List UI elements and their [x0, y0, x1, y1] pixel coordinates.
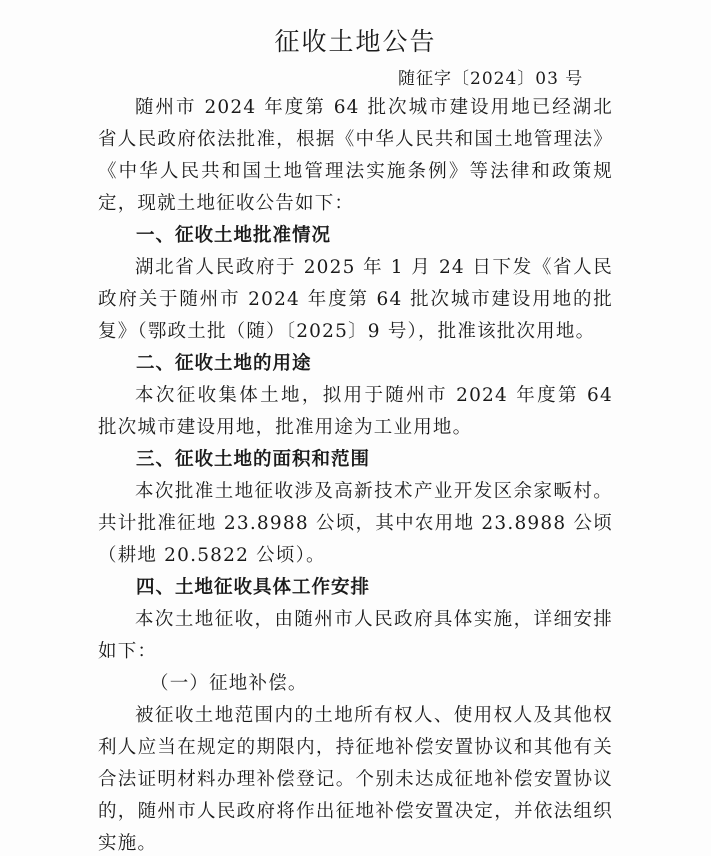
section1-heading: 一、征收土地批准情况 [136, 225, 332, 246]
subsection1-paragraph: 被征收土地范围内的土地所有权人、使用权人及其他权利人应当在规定的期限内，持征地补偿安置协议和其他有关合法证明材料办理补偿登记。个别未达成征地补偿安置协议的，随州市人民政府将作出征地补偿安置决定，并依法组织实施。 [98, 705, 613, 854]
section4-heading: 四、土地征收具体工作安排 [136, 577, 371, 598]
section3-paragraph: 本次批准土地征收涉及高新技术产业开发区余家畈村。共计批准征地 23.8988 公顷，其中农用地 23.8988 公顷（耕地 20.5822 公顷）。 [98, 481, 613, 566]
subsection1-heading: （一）征地补偿。 [150, 673, 308, 694]
section2-heading: 二、征收土地的用途 [136, 353, 312, 374]
section2-paragraph: 本次征收集体土地，拟用于随州市 2024 年度第 64 批次城市建设用地，批准用途为工业用地。 [98, 385, 613, 438]
section1-paragraph: 湖北省人民政府于 2025 年 1 月 24 日下发《省人民政府关于随州市 2024 年度第 64 批次城市建设用地的批复》（鄂政土批（随）〔2025〕9 号），批准该批次用地。 [98, 257, 613, 342]
page-title: 征收土地公告 [274, 27, 437, 56]
intro-paragraph: 随州市 2024 年度第 64 批次城市建设用地已经湖北省人民政府依法批准，根据《中华人民共和国土地管理法》《中华人民共和国土地管理法实施条例》等法律和政策规定，现就土地征收公告如下： [98, 97, 613, 214]
document-number: 随征字〔2024〕03 号 [398, 69, 584, 89]
document-body [98, 92, 613, 860]
section3-heading: 三、征收土地的面积和范围 [136, 449, 371, 470]
section4-paragraph: 本次土地征收，由随州市人民政府具体实施，详细安排如下： [98, 609, 613, 662]
